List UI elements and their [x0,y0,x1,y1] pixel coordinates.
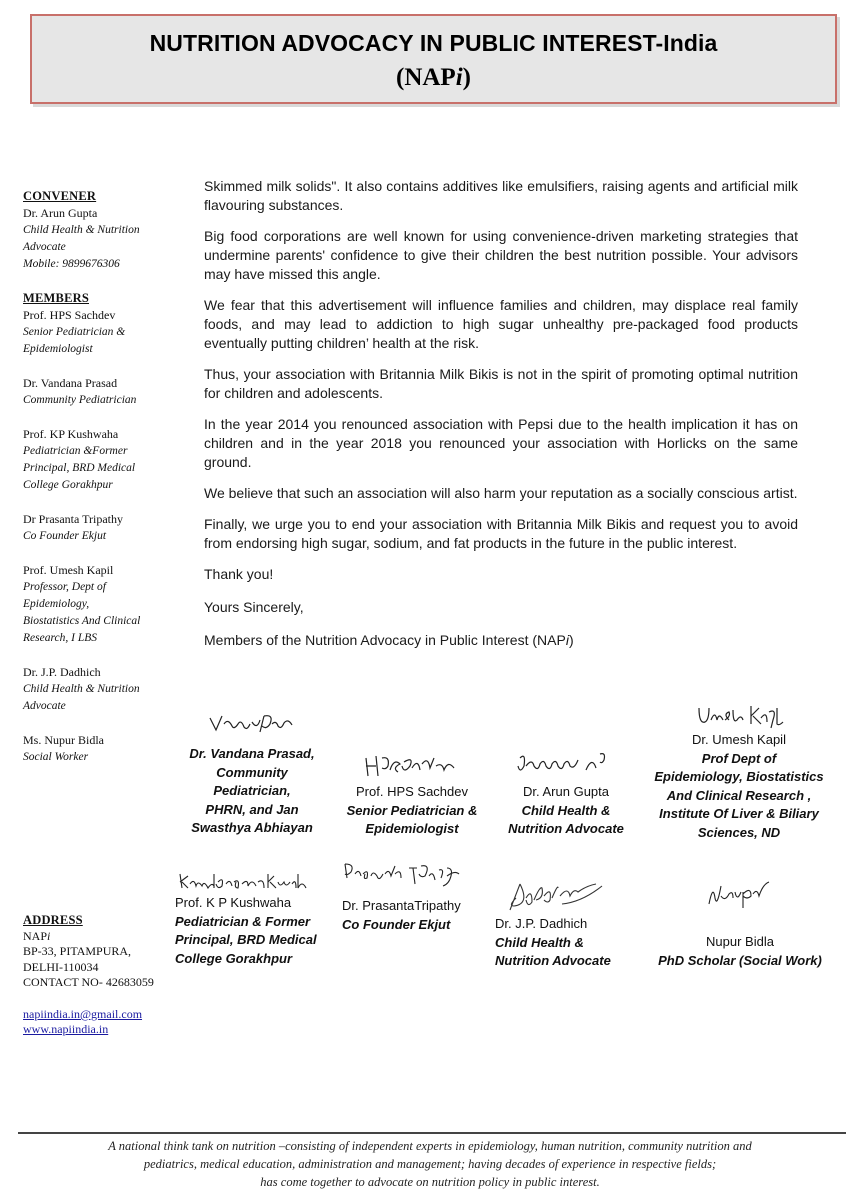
member-role: Child Health & Nutrition [23,683,140,695]
signatory-title: Nutrition Advocate [495,953,611,968]
org-title: NUTRITION ADVOCACY IN PUBLIC INTEREST-India [149,30,718,56]
signature-arun-gupta [516,748,616,778]
signature-nupur-bidla [707,878,771,910]
signatory-name: Dr. Umesh Kapil [692,732,786,747]
signature-umesh-kapil [697,702,785,734]
member-role: Social Worker [23,751,89,763]
signatory-name: Nupur Bidla [706,934,774,949]
signatory-name: Dr. Arun Gupta [523,784,609,799]
member-name: Dr. Vandana Prasad [23,376,118,390]
member-role: Epidemiologist [23,343,93,355]
signatory-title: Swasthya Abhiayan [191,820,313,835]
convener-heading: CONVENER [23,189,97,203]
thanks-line: Thank you! [204,566,274,582]
letter-paragraph: In the year 2014 you renounced association with Pepsi due to the health implication it has on children and in the year 2018 you renounced your association with Horlicks on the same ground. [204,416,798,470]
letter-paragraph: Thus, your association with Britannia Milk Bikis is not in the spirit of promoting optimal nutrition for children and adolescents. [204,366,798,401]
signatory-title: Prof Dept of [701,750,777,766]
signatory-title: Epidemiology, Biostatistics [654,769,824,784]
sign-off: Yours Sincerely, [204,599,304,615]
address-line: CONTACT NO- 42683059 [23,975,154,989]
member-name: Prof. HPS Sachdev [23,308,116,322]
member-role: Co Founder Ekjut [23,530,107,542]
sidebar-members [23,188,173,783]
member-name: Dr Prasanta Tripathy [23,512,123,526]
member-block [23,664,173,715]
letter-paragraph: Big food corporations are well known for using convenience-driven marketing strategies that undermine parents' confidence to give their children the best nutrition possible. Your advisors may have missed this angle. [204,228,798,282]
footer-line: pediatrics, medical education, administration and management; having decades of experience in respective fields; [143,1157,717,1171]
signatory-title: Community [216,764,288,780]
signatory-kp-kushwaha [175,894,335,968]
signatory-title: College Gorakhpur [175,950,293,966]
member-block [23,511,173,545]
footer-line: A national think tank on nutrition –consisting of independent experts in epidemiology, human nutrition, community nutrition and [108,1139,752,1153]
address-block [23,913,183,991]
address-line: DELHI-110034 [23,959,99,974]
signatory-hps-sachdev [340,783,484,839]
signatory-jp-dadhich [495,915,635,971]
footer-line: has come together to advocate on nutrition policy in public interest. [260,1175,600,1189]
signatory-prasanta-tripathy [342,897,492,934]
signatory-title: Co Founder Ekjut [342,916,451,932]
member-role: Biostatistics And Clinical [23,615,141,627]
convener-role: Advocate [23,241,66,253]
member-name: Ms. Nupur Bidla [23,733,104,747]
convener-name: Dr. Arun Gupta [23,206,98,220]
member-role: Pediatrician &Former [23,445,128,457]
member-block [23,562,173,647]
signatory-umesh-kapil [646,731,832,842]
member-block [23,290,173,358]
convener-mobile: Mobile: 9899676306 [23,258,120,270]
signatory-title: PHRN, and Jan [205,801,299,817]
address-heading: ADDRESS [23,913,83,927]
footer-statement [40,1137,820,1191]
address-line: BP-33, PITAMPURA, [23,944,132,958]
signatory-title: Pediatrician & Former [175,913,311,929]
signatory-title: Sciences, ND [697,824,781,840]
signature-kp-kushwaha [178,870,312,892]
member-block [23,375,173,409]
signatory-nupur-bidla [648,933,832,970]
signature-prasanta-tripathy [343,860,465,890]
letter-body [204,177,798,664]
member-role: Advocate [23,700,66,712]
signatory-title: PhD Scholar (Social Work) [658,952,822,968]
signatory-name: Dr. J.P. Dadhich [495,916,588,931]
signatory-vandana-prasad [178,745,326,838]
signatory-title: Institute Of Liver & Biliary [659,806,819,821]
member-role: Senior Pediatrician & [23,326,126,338]
signature-vandana-prasad [208,710,298,736]
member-block [23,426,173,494]
signatory-title: Nutrition Advocate [508,821,624,836]
members-line: Members of the Nutrition Advocacy in Public Interest (NAPi) [204,632,574,648]
member-role: Principal, BRD Medical [23,462,136,474]
member-role: Professor, Dept of [23,581,106,593]
letterhead-banner [30,14,837,104]
member-name: Prof. KP Kushwaha [23,427,119,441]
signatory-title: Child Health & [521,802,611,818]
letter-paragraph: Skimmed milk solids". It also contains additives like emulsifiers, raising agents and artificial milk flavouring substances. [204,178,798,213]
signatory-name: Prof. HPS Sachdev [356,784,468,799]
contact-links [23,1007,183,1037]
signatory-title: Pediatrician, [213,783,291,798]
address-org: NAPi [23,928,51,943]
signature-hps-sachdev [364,752,460,780]
signatory-title: Principal, BRD Medical [175,932,317,947]
member-role: College Gorakhpur [23,479,113,491]
signatory-name: Prof. K P Kushwaha [175,895,292,910]
signatory-arun-gupta [500,783,632,839]
signatory-title: Senior Pediatrician & [346,802,478,818]
signatory-title: Epidemiologist [365,821,459,836]
signatory-name: Dr. PrasantaTripathy [342,898,461,913]
footer-divider [18,1132,846,1134]
letter-paragraph: We fear that this advertisement will influence families and children, may displace real family foods, and may lead to addiction to high sugar unhealthy pre-packaged food products eventually putting children’ health at the risk. [204,297,798,351]
website-link[interactable]: www.napiindia.in [23,1022,109,1036]
letter-paragraph: We believe that such an association will also harm your reputation as a socially conscious artist. [204,485,798,501]
member-role: Epidemiology, [23,598,90,610]
convener-role: Child Health & Nutrition [23,224,140,236]
member-name: Dr. J.P. Dadhich [23,665,101,679]
member-block [23,732,173,766]
member-name: Prof. Umesh Kapil [23,563,114,577]
email-link[interactable]: napiindia.in@gmail.com [23,1007,143,1021]
member-role: Research, I LBS [23,632,97,644]
letter-paragraph: Finally, we urge you to end your association with Britannia Milk Bikis and request you to avoid from endorsing high sugar, sodium, and fat products in the future in the public interest. [204,516,798,551]
signatory-title: Child Health & [495,934,584,950]
signature-jp-dadhich [502,880,606,914]
members-heading: MEMBERS [23,291,89,305]
signatory-name: Dr. Vandana Prasad, [189,746,315,761]
member-role: Community Pediatrician [23,394,137,406]
signatory-title: And Clinical Research , [666,787,812,803]
convener-block [23,188,173,273]
org-acronym: (NAPi) [396,64,471,91]
